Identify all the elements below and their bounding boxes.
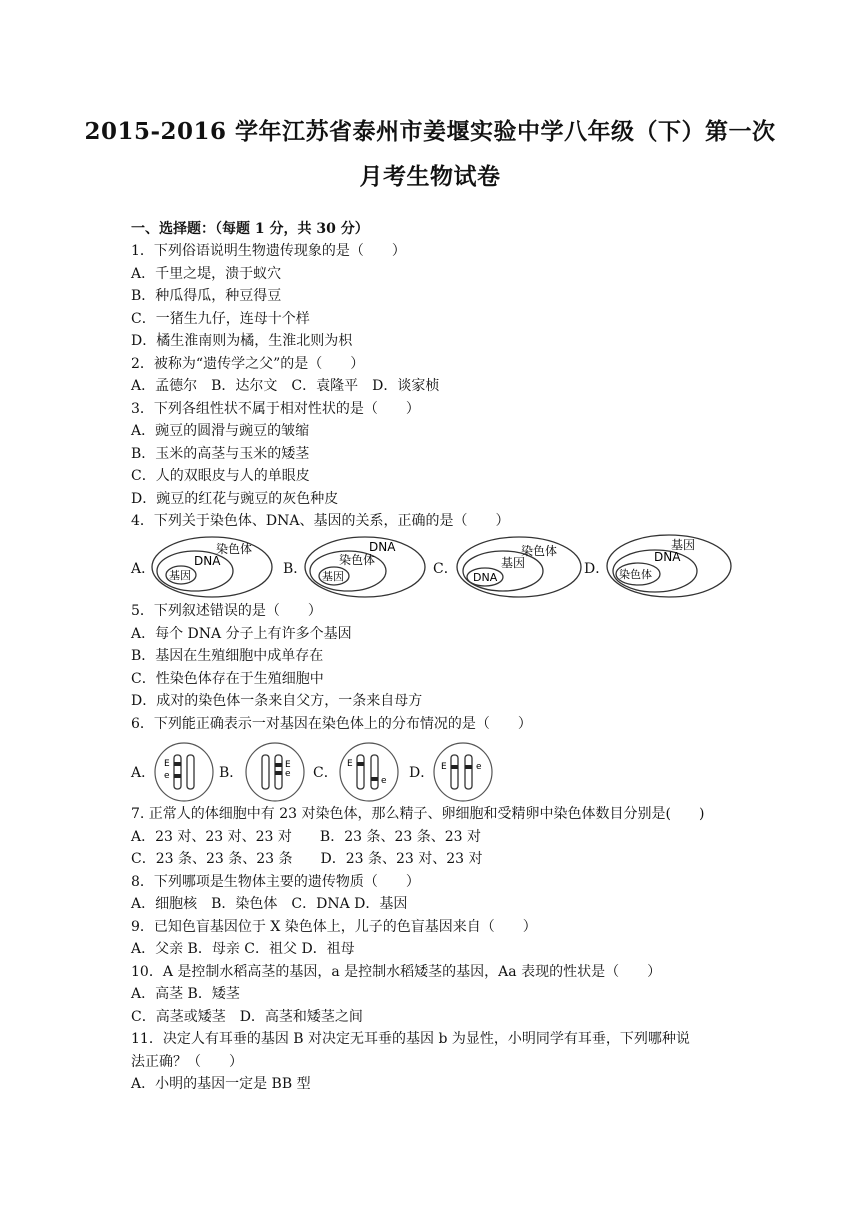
option-line: C．高茎或矮茎 D．高茎和矮茎之间 — [131, 1009, 363, 1025]
q6-cell-c — [336, 741, 402, 803]
option-line: C．人的双眼皮与人的单眼皮 — [131, 468, 310, 484]
option-line: C．一猪生九仔，连母十个样 — [131, 311, 310, 327]
section-heading: 一、选择题：（每题 1 分，共 30 分） — [131, 221, 369, 237]
option-line: A．细胞核 B．染色体 C．DNA D．基因 — [131, 896, 408, 912]
q4-c-outer-label: 染色体 — [521, 544, 558, 558]
option-line: A．小明的基因一定是 BB 型 — [131, 1076, 311, 1092]
q6-option-c-label: C． — [313, 765, 338, 781]
q6-cell-a — [151, 741, 217, 803]
q6-d-gene-E: E — [441, 762, 447, 772]
question-line: 法正确？（ ） — [131, 1054, 243, 1070]
q6-c-gene-e: e — [381, 776, 387, 786]
q6-b-gene-E: E — [285, 760, 291, 770]
q6-a-gene-e: e — [164, 771, 170, 781]
title-line-1: 2015-2016 学年江苏省泰州市姜堰实验中学八年级（下）第一次 — [84, 118, 776, 145]
q4-a-outer-label: 染色体 — [216, 542, 253, 556]
question-line: 3．下列各组性状不属于相对性状的是（ ） — [131, 401, 420, 417]
option-line: A．豌豆的圆滑与豌豆的皱缩 — [131, 423, 310, 439]
q4-option-a-label: A． — [131, 561, 156, 577]
question-line: 7. 正常人的体细胞中有 23 对染色体，那么精子、卵细胞和受精卵中染色体数目分别是( ) — [131, 806, 705, 822]
question-line: 9．已知色盲基因位于 X 染色体上，儿子的色盲基因来自（ ） — [131, 919, 537, 935]
option-line: B．基因在生殖细胞中成单存在 — [131, 648, 324, 664]
q4-b-middle-label: 染色体 — [339, 553, 376, 567]
option-line: A．孟德尔 B．达尔文 C．袁隆平 D．谈家桢 — [131, 378, 440, 394]
q6-c-gene-E: E — [347, 759, 353, 769]
option-line: A．每个 DNA 分子上有许多个基因 — [131, 626, 352, 642]
q4-option-c-label: C． — [433, 561, 458, 577]
question-line: 2．被称为“遗传学之父”的是（ ） — [131, 356, 365, 372]
q6-option-d-label: D． — [409, 765, 435, 781]
q4-d-inner-label: 染色体 — [619, 568, 652, 581]
q4-d-middle-label: DNA — [654, 550, 681, 564]
q4-diagram-a — [150, 535, 275, 600]
question-line: 10．A 是控制水稻高茎的基因，a 是控制水稻矮茎的基因，Aa 表现的性状是（ ） — [131, 964, 662, 980]
q4-d-outer-label: 基因 — [671, 538, 696, 552]
question-line: 6．下列能正确表示一对基因在染色体上的分布情况的是（ ） — [131, 716, 532, 732]
option-line: B．玉米的高茎与玉米的矮茎 — [131, 446, 310, 462]
q4-option-b-label: B． — [283, 561, 308, 577]
q4-a-middle-label: DNA — [194, 554, 221, 568]
option-line: A．23 对、23 对、23 对 B．23 条、23 条、23 对 — [131, 829, 481, 845]
question-line: 4．下列关于染色体、DNA、基因的关系，正确的是（ ） — [131, 513, 510, 529]
q4-c-middle-label: 基因 — [501, 556, 526, 570]
option-line: C．23 条、23 条、23 条 D．23 条、23 对、23 对 — [131, 851, 483, 867]
question-line: 11．决定人有耳垂的基因 B 对决定无耳垂的基因 b 为显性，小明同学有耳垂，下列哪种说 — [131, 1031, 690, 1047]
question-line: 1．下列俗语说明生物遗传现象的是（ ） — [131, 243, 406, 259]
q4-diagram-c — [455, 535, 585, 600]
q6-a-gene-E: E — [164, 759, 170, 769]
q4-option-d-label: D． — [584, 561, 610, 577]
option-line: D．成对的染色体一条来自父方，一条来自母方 — [131, 693, 423, 709]
q6-d-gene-e: e — [476, 762, 482, 772]
option-line: B．种瓜得瓜，种豆得豆 — [131, 288, 282, 304]
q6-option-a-label: A． — [131, 765, 156, 781]
option-line: C．性染色体存在于生殖细胞中 — [131, 671, 324, 687]
option-line: A．高茎 B．矮茎 — [131, 986, 240, 1002]
q6-cell-d — [430, 741, 496, 803]
q6-b-gene-e: e — [285, 769, 291, 779]
option-line: D．橘生淮南则为橘，生淮北则为枳 — [131, 333, 353, 349]
q4-b-outer-label: DNA — [369, 540, 396, 554]
q4-b-inner-label: 基因 — [322, 570, 344, 583]
question-line: 5．下列叙述错误的是（ ） — [131, 603, 322, 619]
option-line: A．千里之堤，溃于蚁穴 — [131, 266, 282, 282]
option-line: D．豌豆的红花与豌豆的灰色种皮 — [131, 491, 339, 507]
q4-diagram-d — [605, 533, 733, 601]
q4-a-inner-label: 基因 — [169, 569, 191, 582]
q6-option-b-label: B． — [219, 765, 244, 781]
question-line: 8．下列哪项是生物体主要的遗传物质（ ） — [131, 874, 420, 890]
title-line-2: 月考生物试卷 — [359, 163, 501, 190]
option-line: A．父亲 B．母亲 C．祖父 D．祖母 — [131, 941, 355, 957]
q4-diagram-b — [303, 535, 428, 600]
q6-cell-b — [242, 741, 308, 803]
q4-c-inner-label: DNA — [473, 571, 498, 584]
